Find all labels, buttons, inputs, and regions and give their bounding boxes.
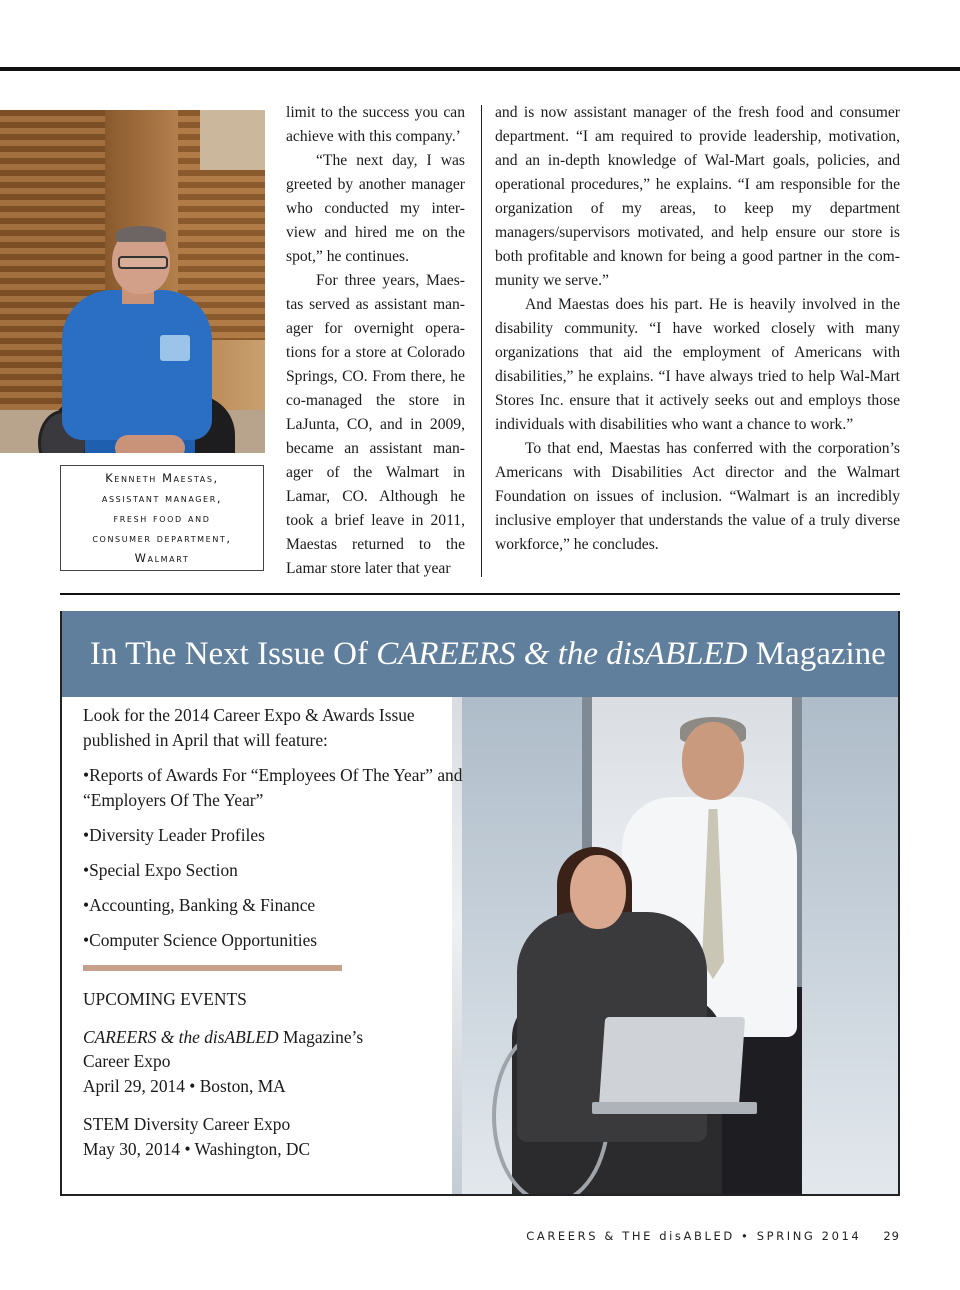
caption-line: Kenneth Maestas, xyxy=(105,471,219,485)
page-number: 29 xyxy=(883,1229,900,1243)
feature-intro: Look for the 2014 Career Expo & Awards Issue published in April that will feature: xyxy=(83,705,415,750)
kenneth-maestas-photo xyxy=(0,110,265,453)
paragraph: And Maestas does his part. He is heavily involved in the disability community. “I have worked closely with many organizations that aid the employment of Americans with disabilities,” he explains. “I have always tried to help Wal-Mart Stores Inc. ensure that it actively seeks out and employs those individuals with disabilities who want a chance to work.” xyxy=(495,296,900,433)
event-stem-expo xyxy=(83,1112,463,1161)
feature-bullet: • Diversity Leader Profiles xyxy=(83,823,463,848)
caption-line: fresh food and xyxy=(113,511,211,525)
caption-line: assistant manager, xyxy=(101,491,223,505)
paragraph: For three years, Maes-tas served as assistant man-ager for overnight opera-tions for a store at Colorado Springs, CO. From there, he co-managed the store in LaJunta, CO, and in 2009, became an assistant man-ager of the Walmart in Lamar, CO. Although he took a brief leave in 2011, Maestas returned to the Lamar store later that year xyxy=(286,272,465,577)
magazine-name: CAREERS & the disABLED xyxy=(83,1026,279,1047)
section-rule xyxy=(60,593,900,595)
caption-line: Walmart xyxy=(134,551,190,565)
feature-bullet: • Accounting, Banking & Finance xyxy=(83,893,463,918)
next-issue-box xyxy=(60,611,900,1196)
office-wheelchair-photo xyxy=(452,697,900,1196)
photo-caption xyxy=(60,465,264,571)
feature-bullet: • Special Expo Section xyxy=(83,858,463,883)
caption-line: consumer department, xyxy=(92,531,232,545)
page-footer xyxy=(526,1229,900,1243)
event-name: Career Expo xyxy=(83,1051,171,1071)
event-career-expo xyxy=(83,1025,463,1099)
paragraph: limit to the success you can achieve with this company.’ xyxy=(286,104,465,145)
feature-list xyxy=(83,703,463,963)
feature-bullet: • Reports of Awards For “Employees Of The Year” and “Employers Of The Year” xyxy=(83,763,463,813)
article-column-1 xyxy=(286,101,465,581)
paragraph: To that end, Maestas has conferred with the corporation’s Americans with Disabilities Act director and the Walmart Foundation on issues of inclusion. “Walmart is an incredibly inclusive employer that understands the value of a truly diverse workforce,” he concludes. xyxy=(495,440,900,553)
banner-text: In The Next Issue Of xyxy=(90,635,368,672)
article-column-2 xyxy=(495,101,900,557)
event-name-rest: Magazine’s xyxy=(278,1026,364,1047)
accent-divider xyxy=(83,965,342,971)
magazine-name: CAREERS & the disABLED xyxy=(376,635,748,672)
upcoming-events xyxy=(83,987,463,1175)
event-date: May 30, 2014 • Washington, DC xyxy=(83,1138,311,1159)
column-divider xyxy=(481,105,482,577)
paragraph: “The next day, I was greeted by another manager who conducted my inter-view and hired me on the spot,” he continues. xyxy=(286,152,465,265)
next-issue-banner xyxy=(62,611,900,697)
event-date: April 29, 2014 • Boston, MA xyxy=(83,1075,286,1096)
banner-text-end: Magazine xyxy=(755,635,886,672)
feature-bullet: • Computer Science Opportunities xyxy=(83,928,463,953)
paragraph: and is now assistant manager of the fresh food and consumer department. “I am required to provide leadership, motivation, and an in-depth knowledge of Wal-Mart goals, policies, and operational procedures,” he explains. “I am responsible for the organization of my areas, to keep my department managers/supervisors motivated, and help ensure our store is both profitable and known for being a good partner in the com-munity we serve.” xyxy=(495,104,900,289)
events-heading: UPCOMING EVENTS xyxy=(83,989,247,1009)
top-rule xyxy=(0,67,960,71)
publication-line: CAREERS & THE disABLED • SPRING 2014 xyxy=(526,1229,862,1243)
event-name: STEM Diversity Career Expo xyxy=(83,1114,291,1134)
